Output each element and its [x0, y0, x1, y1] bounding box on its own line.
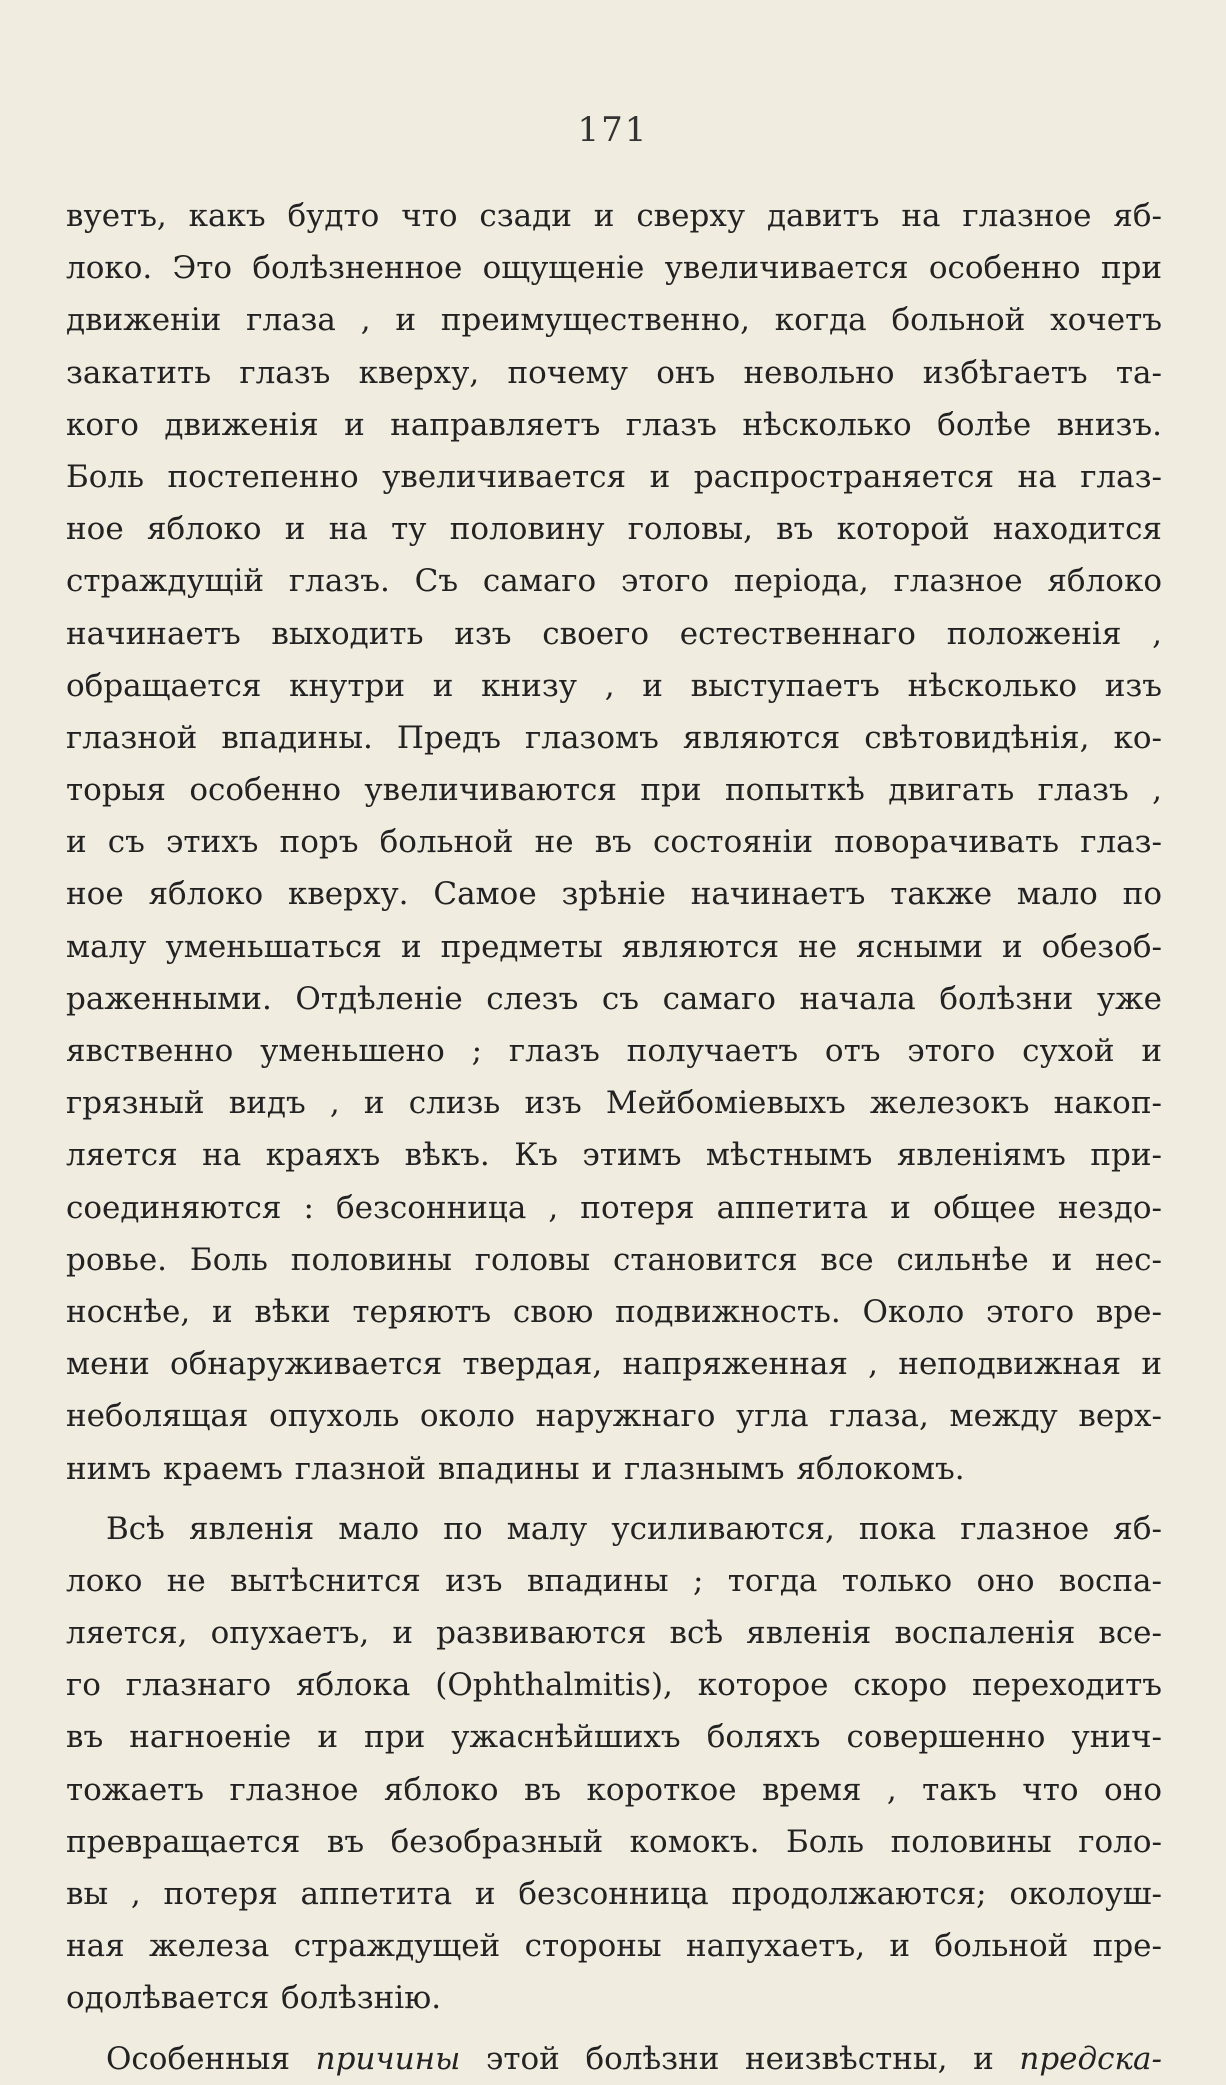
text-line: Всѣ явленія мало по малу усиливаются, пока глазное яб- [106, 1510, 1162, 1547]
text-line: локо. Это болѣзненное ощущеніе увеличивается особенно при [66, 250, 1162, 287]
text-line: въ нагноеніе и при ужаснѣйшихъ боляхъ совершенно унич- [66, 1719, 1162, 1756]
paragraph-2 [66, 1503, 1162, 2025]
body-text [66, 190, 1162, 2085]
text-run: Особенныя [106, 2040, 316, 2077]
text-line: вы , потеря аппетита и безсонница продолжаются; околоуш- [66, 1876, 1162, 1912]
italic-term: причины [315, 2040, 461, 2077]
text-line: глазной впадины. Предъ глазомъ являются свѣтовидѣнія, ко- [66, 719, 1162, 756]
text-line: торыя особенно увеличиваются при попыткѣ двигать глазъ , [66, 772, 1162, 809]
paragraph-3 [66, 2033, 1162, 2085]
text-line: ляется, опухаетъ, и развиваются всѣ явленія воспаленія все- [66, 1615, 1162, 1652]
text-line: превращается въ безобразный комокъ. Боль половины голо- [66, 1823, 1162, 1860]
text-line: грязный видъ , и слизь изъ Мейбоміевыхъ железокъ накоп- [66, 1085, 1162, 1122]
text-line: страждущій глазъ. Съ самаго этого періода, глазное яблоко [66, 563, 1162, 600]
text-line: нимъ краемъ глазной впадины и глазнымъ яблокомъ. [66, 1450, 965, 1487]
text-line: малу уменьшаться и предметы являются не ясными и обезоб- [66, 928, 1162, 965]
text-line: ровье. Боль половины головы становится все сильнѣе и нес- [66, 1241, 1162, 1278]
text-line: го глазнаго яблока (Ophthalmitis), которое скоро переходитъ [66, 1667, 1162, 1704]
text-line: явственно уменьшено ; глазъ получаетъ отъ этого сухой и [66, 1033, 1162, 1069]
text-line: начинаетъ выходить изъ своего естественнаго положенія , [66, 615, 1162, 652]
text-line: локо не вытѣснится изъ впадины ; тогда только оно воспа- [66, 1562, 1162, 1599]
text-line: Боль постепенно увеличивается и распространяется на глаз- [66, 458, 1162, 495]
text-line: ная железа страждущей стороны напухаетъ, и больной пре- [66, 1928, 1162, 1965]
text-line: неболящая опухоль около наружнаго угла глаза, между верх- [66, 1398, 1162, 1435]
text-line: тожаетъ глазное яблоко въ короткое время , такъ что оно [66, 1771, 1162, 1808]
text-line: обращается кнутри и книзу , и выступаетъ нѣсколько изъ [66, 667, 1162, 704]
text-line: движеніи глаза , и преимущественно, когда больной хочетъ [66, 302, 1162, 339]
text-line: раженными. Отдѣленіе слезъ съ самаго начала болѣзни уже [66, 980, 1162, 1017]
page-number: 171 [577, 110, 649, 150]
paragraph-1 [66, 190, 1162, 1495]
italic-term: предска- [1019, 2040, 1162, 2077]
text-line: закатить глазъ кверху, почему онъ невольно избѣгаетъ та- [66, 354, 1162, 391]
text-line: кого движенія и направляетъ глазъ нѣсколько болѣе внизъ. [66, 406, 1162, 443]
text-line: носнѣе, и вѣки теряютъ свою подвижность. Около этого вре- [66, 1293, 1162, 1330]
text-line: одолѣвается болѣзнію. [66, 1980, 442, 2017]
text-line: мени обнаруживается твердая, напряженная , неподвижная и [66, 1346, 1162, 1383]
text-line: ляется на краяхъ вѣкъ. Къ этимъ мѣстнымъ явленіямъ при- [66, 1137, 1162, 1174]
text-line: ное яблоко кверху. Самое зрѣніе начинаетъ также мало по [66, 876, 1162, 913]
text-line: соединяются : безсонница , потеря аппетита и общее нездо- [66, 1189, 1162, 1226]
text-line: вуетъ, какъ будто что сзади и сверху давитъ на глазное яб- [66, 198, 1162, 234]
text-line: и съ этихъ поръ больной не въ состояніи поворачивать глаз- [66, 824, 1162, 861]
text-run: этой болѣзни неизвѣстны, и [460, 2040, 1020, 2077]
text-line: ное яблоко и на ту половину головы, въ которой находится [66, 511, 1162, 548]
text-line [66, 2033, 1162, 2085]
